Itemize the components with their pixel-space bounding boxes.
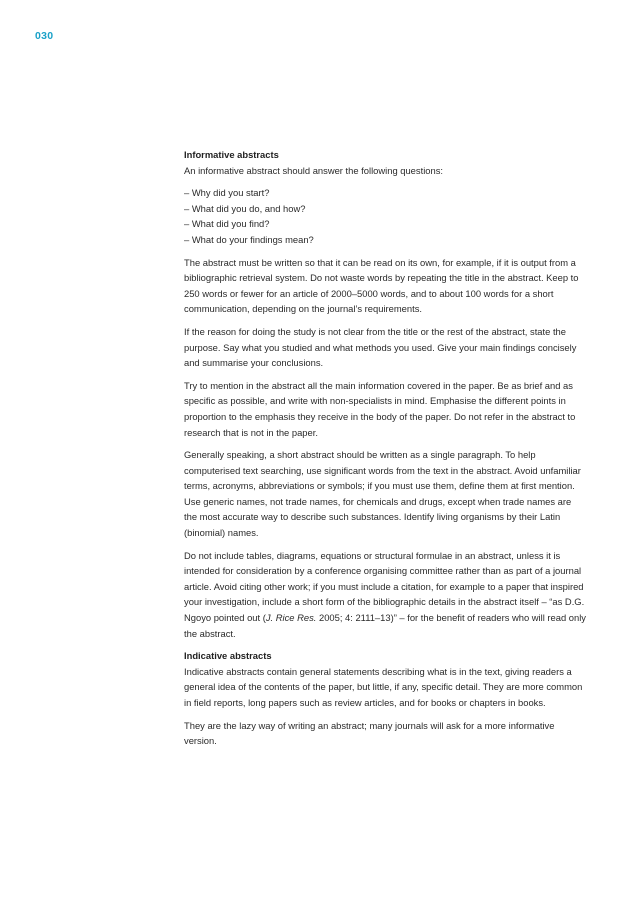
- body-paragraph: If the reason for doing the study is not clear from the title or the rest of the abstract, state the purpose. Say what you studied and what methods you used. Give your main findings concisely and summarise your conclusions.: [184, 325, 577, 369]
- journal-name: J. Rice Res.: [265, 612, 317, 624]
- citation-paragraph: [184, 548, 586, 642]
- question-item: – Why did you start?: [184, 187, 270, 199]
- question-item: – What do your findings mean?: [184, 233, 314, 245]
- citation-text-before: Do not include tables, diagrams, equations or structural formulae in an abstract, unless it is intended for consideration by a conference organising committee rather than as part of a journal article. Avoid citing other work; if you must include a citation, for example to a paper that inspired your investigation, include a short form of the bibliographic details in the abstract itself – “as D.G. Ngoyo pointed out (: [184, 549, 585, 624]
- body-paragraph: They are the lazy way of writing an abstract; many journals will ask for a more informative version.: [184, 719, 555, 747]
- citation-text-after: 2005; 4: 2111–13)” – for the benefit of readers who will read only the abstract.: [184, 612, 586, 639]
- informative-abstracts-section: [184, 147, 586, 641]
- section-heading-informative: Informative abstracts: [184, 149, 279, 160]
- question-item: – What did you find?: [184, 218, 270, 230]
- body-paragraph: Generally speaking, a short abstract should be written as a single paragraph. To help computerised text searching, use significant words from the text in the abstract. Avoid unfamiliar terms, acronyms, abbreviations or symbols; if you must use them, define them at first mention. Use generic names, not trade names, for chemicals and drugs, except when trade names are the most accurate way to describe such substances. Identify living organisms by their Latin (binomial) names.: [184, 449, 581, 539]
- page-number: 030: [35, 30, 54, 42]
- document-body: [184, 147, 586, 756]
- questions-list: [184, 185, 586, 247]
- body-paragraph: Try to mention in the abstract all the main information covered in the paper. Be as brief and as specific as possible, and write with non-specialists in mind. Emphasise the different points in proportion to the emphasis they receive in the body of the paper. Do not refer in the abstract to research that is not in the paper.: [184, 379, 576, 438]
- question-item: – What did you do, and how?: [184, 202, 306, 214]
- body-paragraph: The abstract must be written so that it can be read on its own, for example, if it is output from a bibliographic retrieval system. Do not waste words by repeating the title in the abstract. Keep to 250 words or fewer for an article of 2000–5000 words, and to about 100 words for a short communication, depending on the journal’s requirements.: [184, 256, 579, 315]
- indicative-abstracts-section: [184, 648, 586, 749]
- section-heading-indicative: Indicative abstracts: [184, 650, 272, 662]
- intro-paragraph: An informative abstract should answer the following questions:: [184, 164, 443, 176]
- body-paragraph: Indicative abstracts contain general statements describing what is in the text, giving readers a general idea of the contents of the paper, but little, if any, specific detail. They are more common in field reports, long papers such as review articles, and for books or chapters in books.: [184, 665, 583, 708]
